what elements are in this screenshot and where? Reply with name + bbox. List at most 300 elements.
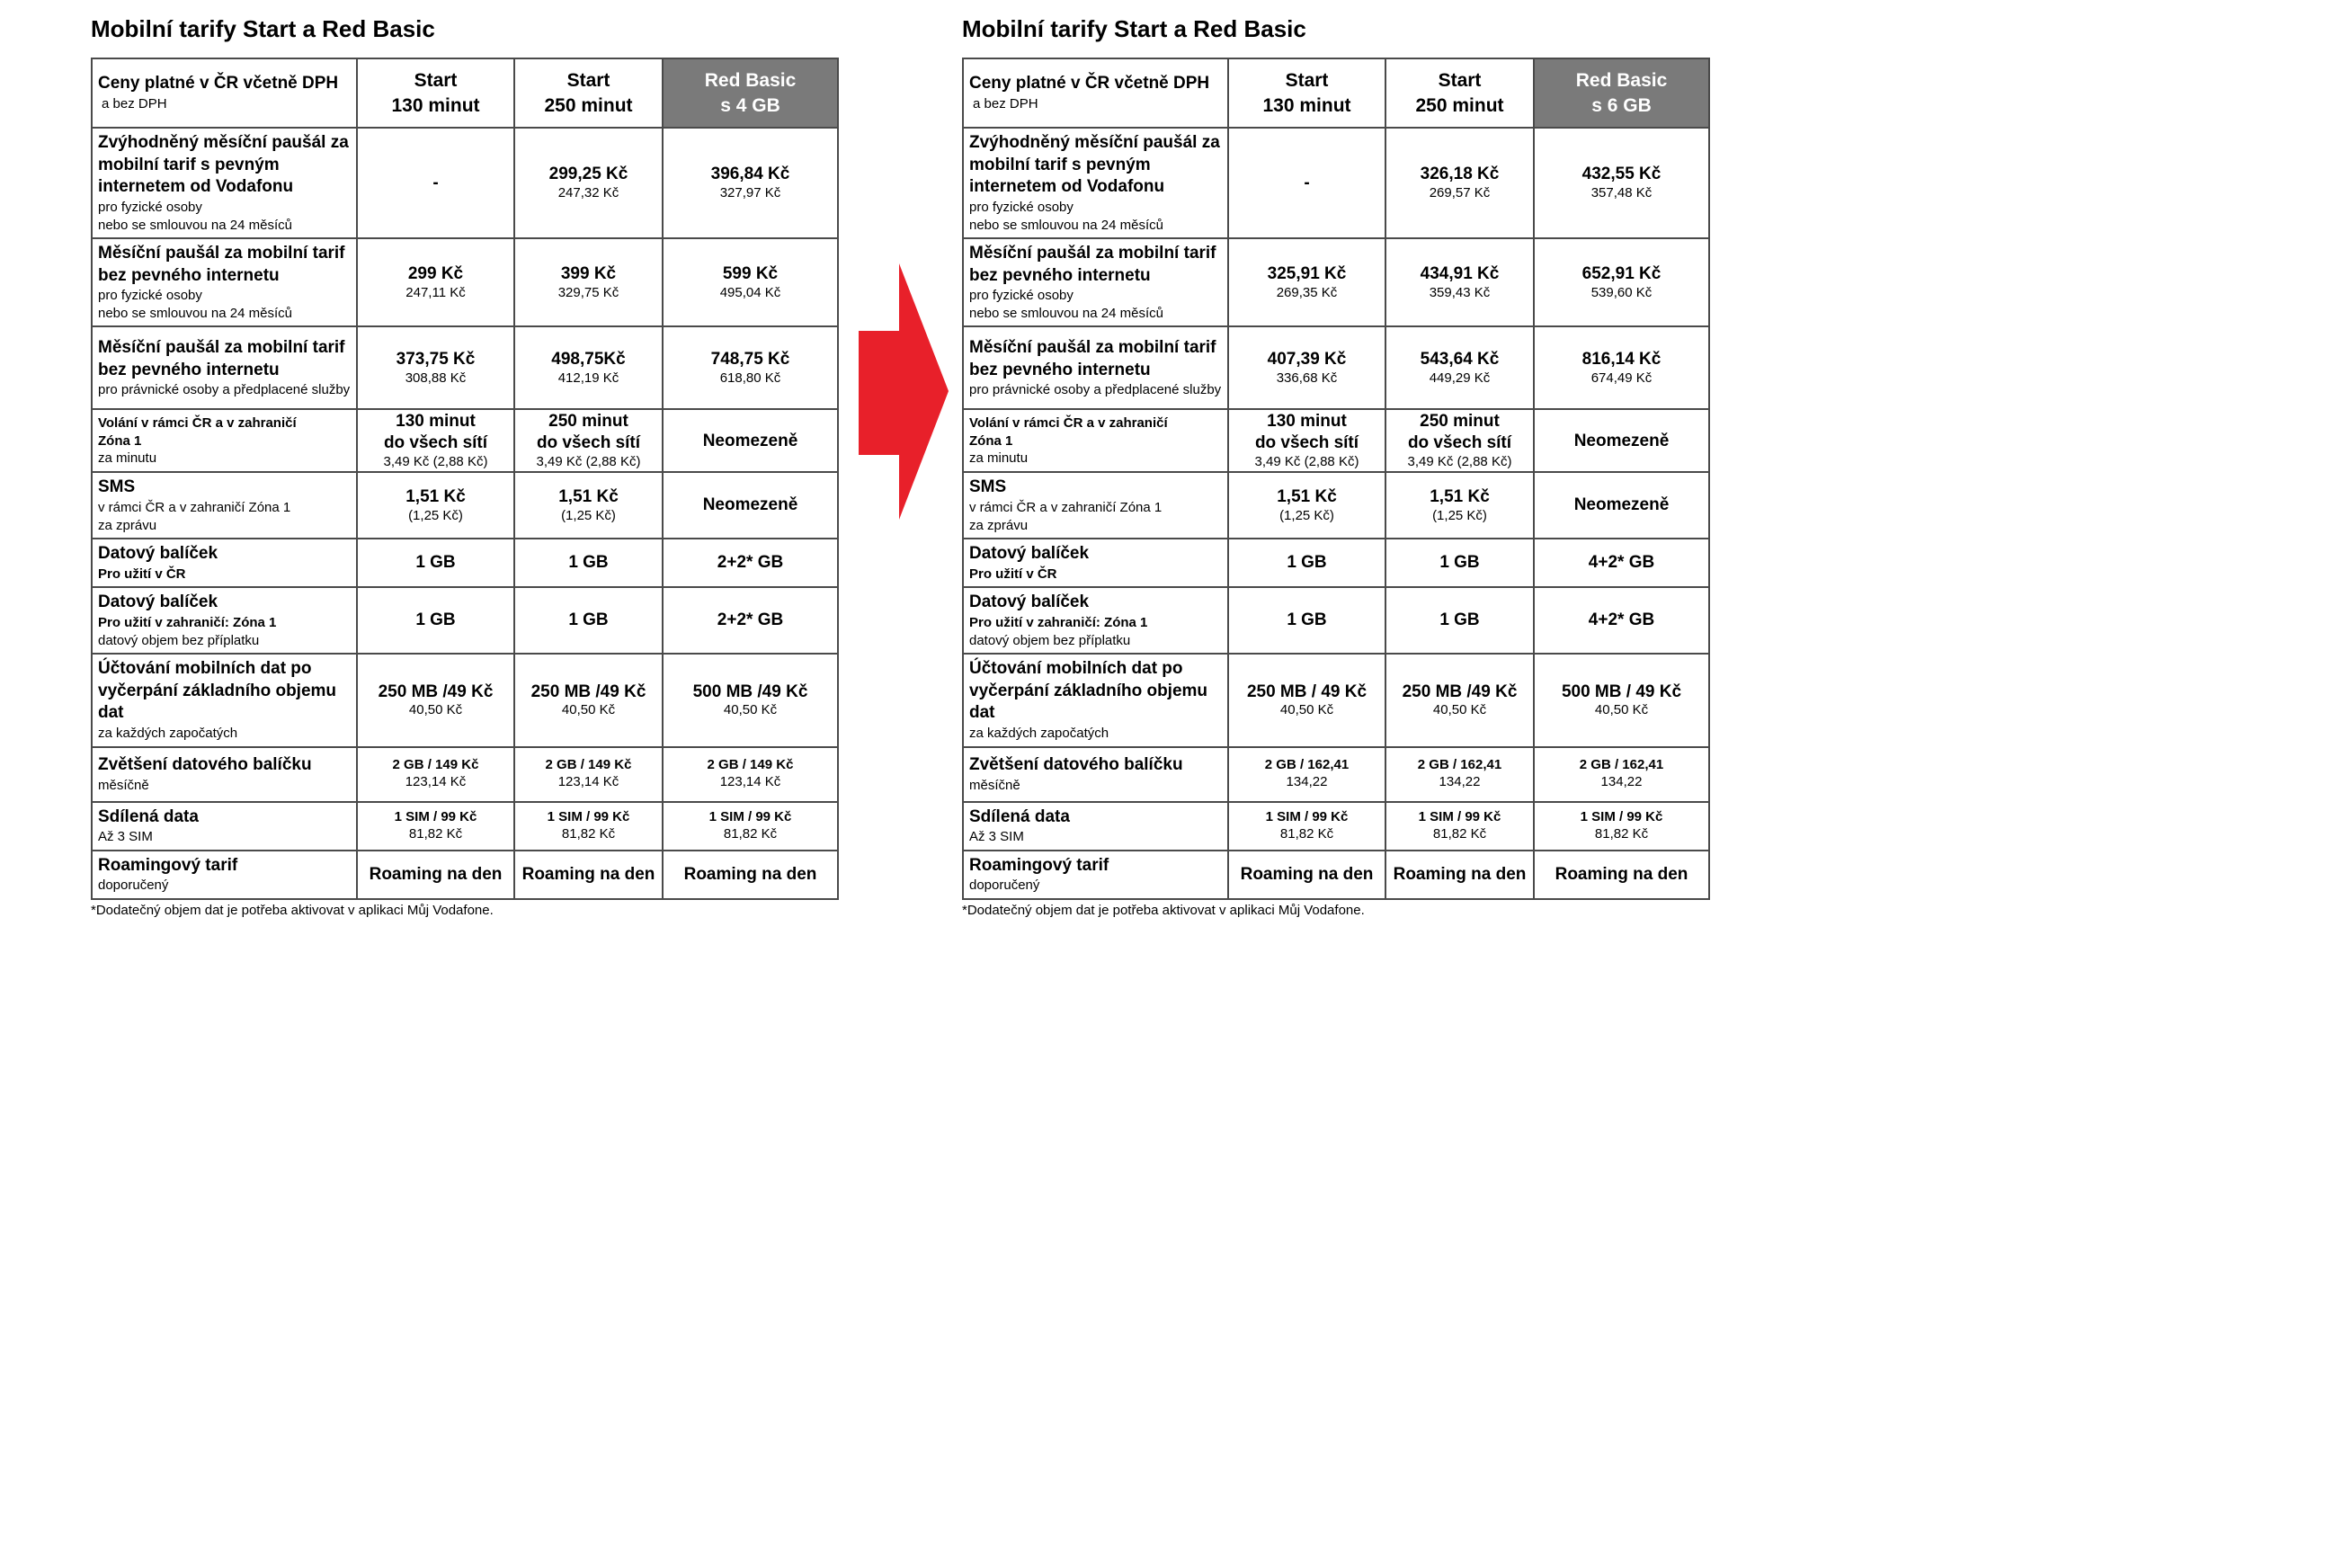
table-row — [92, 472, 838, 539]
value-cell — [1534, 587, 1709, 654]
row-label: Sdílená data — [98, 806, 199, 826]
value-main: 2 GB / 162,41 — [1579, 757, 1664, 773]
value-cell — [1385, 326, 1534, 409]
value-cell — [1228, 851, 1385, 899]
value-cell — [663, 409, 838, 472]
value-main: Neomezeně — [702, 495, 798, 515]
table-row — [963, 409, 1709, 472]
value-net: 123,14 Kč — [405, 774, 467, 790]
value-cell — [1534, 238, 1709, 326]
value-cell — [514, 238, 663, 326]
value-main: 652,91 Kč — [1581, 264, 1662, 283]
value-cell — [1228, 802, 1385, 851]
table-row — [92, 409, 838, 472]
value-main: 1 GB — [415, 553, 456, 573]
row-label: SMS — [969, 477, 1007, 497]
value-main: Neomezeně — [1573, 431, 1670, 450]
value-cell — [1534, 409, 1709, 472]
value-cell — [1385, 128, 1534, 238]
table-row — [963, 802, 1709, 851]
value-main: 250 MB /49 Kč — [1402, 682, 1518, 701]
value-net: 308,88 Kč — [405, 370, 467, 386]
table-row — [963, 472, 1709, 539]
row-label-note: pro fyzické osoby — [98, 288, 202, 304]
value-net: 81,82 Kč — [723, 825, 778, 842]
table-row — [963, 747, 1709, 802]
plan-variant: 130 minut — [391, 94, 480, 116]
value-net: 40,50 Kč — [1594, 702, 1649, 718]
value-main: 1 GB — [568, 610, 609, 630]
value-cell — [1228, 128, 1385, 238]
header-sublabel: a bez DPH — [973, 96, 1038, 112]
value-main: 2 GB / 149 Kč — [392, 757, 479, 773]
row-label: Zvýhodněný měsíční paušál za mobilní tarif s pevným internetem od Vodafonu — [98, 133, 349, 197]
value-cell — [357, 472, 514, 539]
value-main: 396,84 Kč — [710, 165, 790, 184]
value-main: 299 Kč — [407, 264, 464, 283]
row-label-cell — [963, 587, 1228, 654]
row-label: Měsíční paušál za mobilní tarif bez pevného internetu — [98, 244, 345, 285]
value-net: 269,35 Kč — [1276, 284, 1338, 300]
value-cell — [1228, 409, 1385, 472]
table-row — [92, 326, 838, 409]
row-label-note: pro fyzické osoby — [969, 288, 1074, 304]
value-cell — [663, 238, 838, 326]
value-main: 250 MB /49 Kč — [378, 682, 494, 701]
value-cell — [1228, 747, 1385, 802]
row-label: Roamingový tarif — [969, 855, 1109, 875]
row-label: Měsíční paušál za mobilní tarif bez pevného internetu — [969, 338, 1216, 379]
row-label: Roamingový tarif — [98, 855, 238, 875]
value-cell — [1385, 587, 1534, 654]
value-net: 40,50 Kč — [561, 702, 616, 718]
plan-name: Red Basic — [704, 70, 797, 92]
table-row — [963, 326, 1709, 409]
plan-header-2 — [1385, 58, 1534, 128]
value-main: 4+2* GB — [1588, 553, 1655, 573]
row-label-note: pro právnické osoby a předplacené služby — [969, 382, 1222, 398]
row-label-note: měsíčně — [98, 777, 149, 793]
value-net: 40,50 Kč — [1279, 702, 1334, 718]
value-cell — [1228, 587, 1385, 654]
row-label-note: doporučený — [969, 878, 1040, 894]
value-net: 81,82 Kč — [1432, 825, 1487, 842]
value-cell — [514, 539, 663, 587]
row-label-cell — [963, 409, 1228, 472]
row-label-note: nebo se smlouvou na 24 měsíců — [98, 305, 292, 321]
plan-variant: s 6 GB — [1591, 94, 1652, 116]
value-cell — [1385, 654, 1534, 747]
footnote: *Dodatečný objem dat je potřeba aktivovat v aplikaci Můj Vodafone. — [91, 902, 494, 918]
value-net: 81,82 Kč — [408, 825, 463, 842]
value-cell — [1385, 802, 1534, 851]
value-net: 134,22 — [1600, 774, 1643, 790]
value-main: 1,51 Kč — [1430, 487, 1490, 507]
value-main: 299,25 Kč — [548, 165, 628, 184]
table-row — [963, 128, 1709, 238]
value-main: do všech sítí — [1254, 433, 1359, 453]
value-cell — [1534, 326, 1709, 409]
value-cell — [357, 128, 514, 238]
row-label-detail: Pro užití v ČR — [98, 566, 186, 582]
value-net: 3,49 Kč (2,88 Kč) — [536, 453, 641, 469]
header-row — [963, 58, 1709, 128]
value-cell — [1228, 472, 1385, 539]
footnote: *Dodatečný objem dat je potřeba aktivovat v aplikaci Můj Vodafone. — [962, 902, 1365, 918]
row-label-cell — [92, 238, 357, 326]
value-main: 2 GB / 162,41 — [1264, 757, 1350, 773]
row-label-note: v rámci ČR a v zahraničí Zóna 1 — [98, 500, 291, 516]
value-main: 816,14 Kč — [1581, 350, 1662, 370]
row-label-cell — [963, 128, 1228, 238]
table-row — [963, 587, 1709, 654]
value-main: 599 Kč — [722, 264, 779, 283]
plan-variant: 250 minut — [544, 94, 633, 116]
value-main: 2 GB / 149 Kč — [545, 757, 632, 773]
value-cell — [514, 851, 663, 899]
row-label-cell — [963, 539, 1228, 587]
value-cell — [514, 326, 663, 409]
value-main: - — [1304, 173, 1310, 192]
value-cell — [663, 326, 838, 409]
tariff-panel-after — [962, 0, 1708, 918]
value-main: 325,91 Kč — [1267, 264, 1347, 283]
value-main: 250 MB / 49 Kč — [1246, 682, 1368, 701]
value-cell — [514, 409, 663, 472]
value-cell — [663, 802, 838, 851]
value-net: 359,43 Kč — [1429, 284, 1491, 300]
table-row — [92, 128, 838, 238]
row-label-note: za zprávu — [969, 517, 1029, 533]
value-main: 130 minut — [396, 412, 476, 432]
value-main: Neomezeně — [702, 431, 798, 450]
right-arrow-icon — [859, 263, 949, 520]
value-main: 1 SIM / 99 Kč — [1580, 808, 1663, 824]
table-row — [92, 747, 838, 802]
value-main: 1 SIM / 99 Kč — [1418, 808, 1501, 824]
value-main: 1 GB — [1439, 610, 1480, 630]
row-label-note: doporučený — [98, 878, 169, 894]
value-cell — [357, 747, 514, 802]
value-cell — [357, 802, 514, 851]
header-label: Ceny platné v ČR včetně DPH — [969, 74, 1210, 94]
value-main: - — [432, 173, 439, 192]
row-label-note: za každých započatých — [969, 726, 1109, 742]
plan-variant: 250 minut — [1415, 94, 1504, 116]
row-label: Účtování mobilních dat po vyčerpání základního objemu dat — [98, 659, 337, 723]
value-net: 618,80 Kč — [719, 370, 781, 386]
value-net: 247,11 Kč — [405, 284, 466, 300]
plan-name: Start — [566, 70, 610, 92]
value-main: 407,39 Kč — [1267, 350, 1347, 370]
value-cell — [357, 409, 514, 472]
panel-title: Mobilní tarify Start a Red Basic — [962, 15, 1306, 42]
row-label-cell — [92, 851, 357, 899]
value-cell — [663, 851, 838, 899]
value-net: 3,49 Kč (2,88 Kč) — [1407, 453, 1512, 469]
row-label-cell — [92, 802, 357, 851]
value-net: 269,57 Kč — [1429, 185, 1491, 201]
value-cell — [514, 128, 663, 238]
value-cell — [663, 654, 838, 747]
row-label-cell — [92, 409, 357, 472]
row-label-note: nebo se smlouvou na 24 měsíců — [969, 217, 1163, 233]
tariff-table — [962, 58, 1710, 900]
value-cell — [1534, 472, 1709, 539]
plan-header-3 — [1534, 58, 1709, 128]
value-cell — [514, 747, 663, 802]
value-main: 1 GB — [568, 553, 609, 573]
value-main: 500 MB / 49 Kč — [1561, 682, 1682, 701]
value-net: 495,04 Kč — [719, 284, 781, 300]
value-net: 40,50 Kč — [1432, 702, 1487, 718]
value-net: 247,32 Kč — [557, 185, 619, 201]
value-net: 357,48 Kč — [1590, 185, 1653, 201]
value-main: 1 GB — [1287, 610, 1327, 630]
value-main: 326,18 Kč — [1420, 165, 1500, 184]
value-main: 4+2* GB — [1588, 610, 1655, 630]
value-net: (1,25 Kč) — [408, 507, 463, 523]
row-label: Zvýhodněný měsíční paušál za mobilní tarif s pevným internetem od Vodafonu — [969, 133, 1220, 197]
value-cell — [1385, 851, 1534, 899]
value-main: 434,91 Kč — [1420, 264, 1500, 283]
value-net: (1,25 Kč) — [561, 507, 616, 523]
value-main: Neomezeně — [1573, 495, 1670, 515]
value-main: 748,75 Kč — [710, 350, 790, 370]
value-net: 81,82 Kč — [561, 825, 616, 842]
value-main: 1 SIM / 99 Kč — [708, 808, 792, 824]
value-main: 2+2* GB — [717, 553, 784, 573]
value-cell — [1534, 128, 1709, 238]
table-row — [92, 654, 838, 747]
row-label-cell — [963, 472, 1228, 539]
row-label-cell — [92, 326, 357, 409]
row-label-note: za minutu — [98, 450, 157, 467]
value-cell — [357, 587, 514, 654]
value-main: Roaming na den — [1555, 864, 1688, 884]
row-label: Měsíční paušál za mobilní tarif bez pevného internetu — [98, 338, 345, 379]
value-main: 543,64 Kč — [1420, 350, 1500, 370]
value-net: 134,22 — [1286, 774, 1328, 790]
plan-header-1 — [357, 58, 514, 128]
value-net: 3,49 Kč (2,88 Kč) — [383, 453, 488, 469]
value-main: Roaming na den — [369, 864, 503, 884]
row-label-note: datový objem bez příplatku — [969, 632, 1131, 648]
value-cell — [357, 326, 514, 409]
value-cell — [1534, 802, 1709, 851]
row-label: SMS — [98, 477, 136, 497]
value-cell — [1534, 851, 1709, 899]
value-net: (1,25 Kč) — [1432, 507, 1487, 523]
value-net: 40,50 Kč — [723, 702, 778, 718]
row-label-detail: Zóna 1 — [98, 432, 142, 449]
value-net: 81,82 Kč — [1594, 825, 1649, 842]
value-main: 1 SIM / 99 Kč — [547, 808, 630, 824]
header-label-cell — [963, 58, 1228, 128]
value-cell — [663, 587, 838, 654]
header-label: Ceny platné v ČR včetně DPH — [98, 74, 339, 94]
value-main: 250 minut — [548, 412, 628, 432]
row-label-detail: Pro užití v zahraničí: Zóna 1 — [98, 615, 277, 630]
value-main: 130 minut — [1267, 412, 1347, 432]
value-cell — [663, 539, 838, 587]
row-label-note: měsíčně — [969, 777, 1020, 793]
row-label-cell — [963, 747, 1228, 802]
value-main: Roaming na den — [1393, 864, 1527, 884]
row-label-cell — [92, 587, 357, 654]
row-label-note: za zprávu — [98, 517, 157, 533]
row-label-note: datový objem bez příplatku — [98, 632, 260, 648]
row-label: Datový balíček — [98, 592, 218, 612]
value-cell — [1385, 472, 1534, 539]
row-label: Zvětšení datového balíčku — [969, 754, 1183, 774]
value-net: 412,19 Kč — [557, 370, 619, 386]
value-cell — [357, 238, 514, 326]
row-label-note: pro fyzické osoby — [969, 200, 1074, 216]
value-cell — [357, 539, 514, 587]
value-net: 329,75 Kč — [557, 284, 619, 300]
plan-name: Red Basic — [1575, 70, 1668, 92]
value-net: 336,68 Kč — [1276, 370, 1338, 386]
row-label-note: Až 3 SIM — [969, 829, 1024, 845]
value-net: 449,29 Kč — [1429, 370, 1491, 386]
header-label-cell — [92, 58, 357, 128]
row-label-note: v rámci ČR a v zahraničí Zóna 1 — [969, 500, 1163, 516]
row-label-cell — [963, 326, 1228, 409]
plan-name: Start — [1438, 70, 1482, 92]
value-main: Roaming na den — [521, 864, 655, 884]
row-label: Datový balíček — [969, 544, 1090, 564]
header-row — [92, 58, 838, 128]
value-main: 1 GB — [1439, 553, 1480, 573]
row-label-cell — [92, 128, 357, 238]
plan-header-3 — [663, 58, 838, 128]
value-main: do všech sítí — [383, 433, 488, 453]
row-label-cell — [92, 472, 357, 539]
value-cell — [663, 747, 838, 802]
table-row — [963, 539, 1709, 587]
plan-variant: 130 minut — [1262, 94, 1351, 116]
value-main: 2 GB / 149 Kč — [707, 757, 794, 773]
value-main: 1 GB — [415, 610, 456, 630]
value-cell — [663, 472, 838, 539]
row-label-detail: Pro užití v zahraničí: Zóna 1 — [969, 615, 1148, 630]
plan-header-2 — [514, 58, 663, 128]
value-cell — [514, 472, 663, 539]
value-main: 1 SIM / 99 Kč — [1265, 808, 1349, 824]
value-main: 1 SIM / 99 Kč — [394, 808, 477, 824]
value-cell — [1228, 326, 1385, 409]
value-main: Roaming na den — [1240, 864, 1374, 884]
table-row — [963, 238, 1709, 326]
value-cell — [514, 587, 663, 654]
value-cell — [1534, 539, 1709, 587]
value-net: 123,14 Kč — [719, 774, 781, 790]
row-label-cell — [92, 747, 357, 802]
value-cell — [663, 128, 838, 238]
value-cell — [1385, 238, 1534, 326]
value-cell — [1534, 747, 1709, 802]
value-net: 81,82 Kč — [1279, 825, 1334, 842]
value-cell — [1534, 654, 1709, 747]
row-label-note: pro fyzické osoby — [98, 200, 202, 216]
value-main: 1 GB — [1287, 553, 1327, 573]
row-label-detail: Zóna 1 — [969, 432, 1013, 449]
value-net: 134,22 — [1439, 774, 1481, 790]
row-label: Měsíční paušál za mobilní tarif bez pevného internetu — [969, 244, 1216, 285]
row-label: Zvětšení datového balíčku — [98, 754, 312, 774]
row-label-note: nebo se smlouvou na 24 měsíců — [98, 217, 292, 233]
value-cell — [1385, 747, 1534, 802]
value-net: (1,25 Kč) — [1279, 507, 1334, 523]
row-label-cell — [963, 654, 1228, 747]
value-cell — [1228, 238, 1385, 326]
value-cell — [1228, 654, 1385, 747]
header-sublabel: a bez DPH — [102, 96, 167, 112]
row-label-cell — [963, 238, 1228, 326]
value-main: 1,51 Kč — [558, 487, 619, 507]
row-label-note: Až 3 SIM — [98, 829, 153, 845]
table-row — [92, 238, 838, 326]
value-main: do všech sítí — [536, 433, 641, 453]
row-label-cell — [92, 539, 357, 587]
value-main: 2 GB / 162,41 — [1417, 757, 1502, 773]
value-cell — [514, 654, 663, 747]
tariff-table — [91, 58, 839, 900]
value-net: 3,49 Kč (2,88 Kč) — [1254, 453, 1359, 469]
plan-name: Start — [1285, 70, 1329, 92]
table-row — [963, 851, 1709, 899]
row-label-note: za každých započatých — [98, 726, 238, 742]
value-main: 1,51 Kč — [405, 487, 466, 507]
value-cell — [1385, 539, 1534, 587]
value-net: 674,49 Kč — [1590, 370, 1653, 386]
value-main: 432,55 Kč — [1581, 165, 1662, 184]
row-label: Datový balíček — [98, 544, 218, 564]
value-main: 500 MB /49 Kč — [692, 682, 808, 701]
value-main: 1,51 Kč — [1277, 487, 1337, 507]
plan-name: Start — [414, 70, 458, 92]
value-cell — [514, 802, 663, 851]
row-label-cell — [92, 654, 357, 747]
row-label-detail: Volání v rámci ČR a v zahraničí — [98, 415, 297, 432]
row-label-detail: Volání v rámci ČR a v zahraničí — [969, 415, 1168, 432]
tariff-panel-before — [91, 0, 837, 918]
value-main: Roaming na den — [683, 864, 817, 884]
value-net: 539,60 Kč — [1590, 284, 1653, 300]
value-main: 373,75 Kč — [396, 350, 476, 370]
table-row — [92, 851, 838, 899]
row-label-cell — [963, 802, 1228, 851]
value-main: 2+2* GB — [717, 610, 784, 630]
value-main: 250 MB /49 Kč — [530, 682, 646, 701]
row-label-note: nebo se smlouvou na 24 měsíců — [969, 305, 1163, 321]
value-net: 327,97 Kč — [719, 185, 781, 201]
table-row — [92, 802, 838, 851]
value-main: do všech sítí — [1407, 433, 1512, 453]
value-cell — [357, 654, 514, 747]
table-row — [92, 587, 838, 654]
row-label-note: za minutu — [969, 450, 1029, 467]
plan-header-1 — [1228, 58, 1385, 128]
row-label: Účtování mobilních dat po vyčerpání základního objemu dat — [969, 659, 1208, 723]
value-cell — [1385, 409, 1534, 472]
value-cell — [1228, 539, 1385, 587]
value-main: 498,75Kč — [551, 350, 626, 370]
panel-title: Mobilní tarify Start a Red Basic — [91, 15, 435, 42]
table-row — [963, 654, 1709, 747]
value-net: 40,50 Kč — [408, 702, 463, 718]
